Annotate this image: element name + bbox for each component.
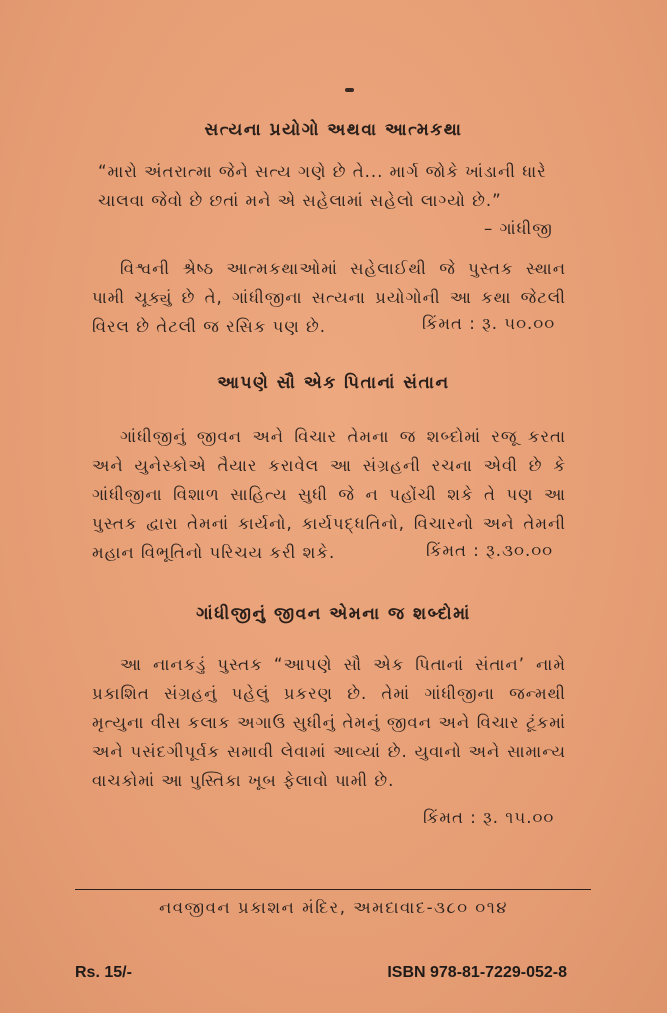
- book1-title: સત્યના પ્રયોગો અથવા આત્મકથા: [204, 120, 463, 140]
- book1-description: વિશ્વની શ્રેષ્ઠ આત્મકથાઓમાં સહેલાઈથી જે પુસ્તક સ્થાન પામી ચૂક્યું છે તે, ગાંધીજીના સત્યના પ્રયોગોની આ કથા જેટલી વિરલ છે તેટલી જ રસિક પણ છે.: [92, 259, 566, 336]
- isbn: ISBN 978-81-7229-052-8: [387, 964, 567, 981]
- book3-description-block: [92, 650, 566, 795]
- book2-description: ગાંધીજીનું જીવન અને વિચાર તેમના જ શબ્દોમાં રજૂ કરતા અને યુનેસ્કોએ તૈયાર કરાવેલ આ સંગ્રહની રચના એવી છે કે ગાંધીજીના વિશાળ સાહિત્ય સુધી જે ન પહોંચી શકે તે પણ આ પુસ્તક દ્વારા તેમનાં કાર્યનો, કાર્યપદ્ધતિનો, વિચારનો અને તેમની મહાન વિભૂતિનો પરિચય કરી શકે.: [92, 427, 566, 562]
- cover-price: Rs. 15/-: [75, 964, 132, 981]
- book1-attribution: – ગાંધીજી: [484, 219, 553, 238]
- publisher-address: નવજીવન પ્રકાશન મંદિર, અમદાવાદ-૩૮૦ ૦૧૪: [158, 898, 509, 917]
- book3-description: આ નાનકડું પુસ્તક “આપણે સૌ એક પિતાનાં સંતાન’ નામે પ્રકાશિત સંગ્રહનું પહેલું પ્રકરણ છે. તેમાં ગાંધીજીના જન્મથી મૃત્યુના વીસ કલાક અગાઉ સુધીનું તેમનું જીવન અને વિચાર ટૂંકમાં અને પસંદગીપૂર્વક સમાવી લેવામાં આવ્યાં છે. યુવાનો અને સામાન્ય વાચકોમાં આ પુસ્તિકા ખૂબ ફેલાવો પામી છે.: [92, 655, 566, 790]
- footer-divider: [75, 889, 591, 890]
- book2-price: કિંમત : રૂ.૩૦.૦૦: [426, 541, 554, 560]
- book3-price: કિંમત : રૂ. ૧૫.૦૦: [423, 808, 555, 827]
- book2-title: આપણે સૌ એક પિતાનાં સંતાન: [217, 373, 450, 393]
- book3-title: ગાંધીજીનું જીવન એમના જ શબ્દોમાં: [196, 604, 471, 624]
- book1-price: કિંમત : રૂ. ૫૦.૦૦: [422, 314, 556, 333]
- book1-quote: [92, 157, 566, 215]
- ornament-dot: [345, 88, 354, 92]
- book1-quote-line1: “મારો અંતરાત્મા જેને સત્ય ગણે છે તે... માર્ગ જોકે ખાંડાની ધારે: [98, 162, 547, 181]
- book1-quote-line2: ચાલવા જેવો છે છતાં મને એ સહેલામાં સહેલો લાગ્યો છે.”: [98, 191, 502, 210]
